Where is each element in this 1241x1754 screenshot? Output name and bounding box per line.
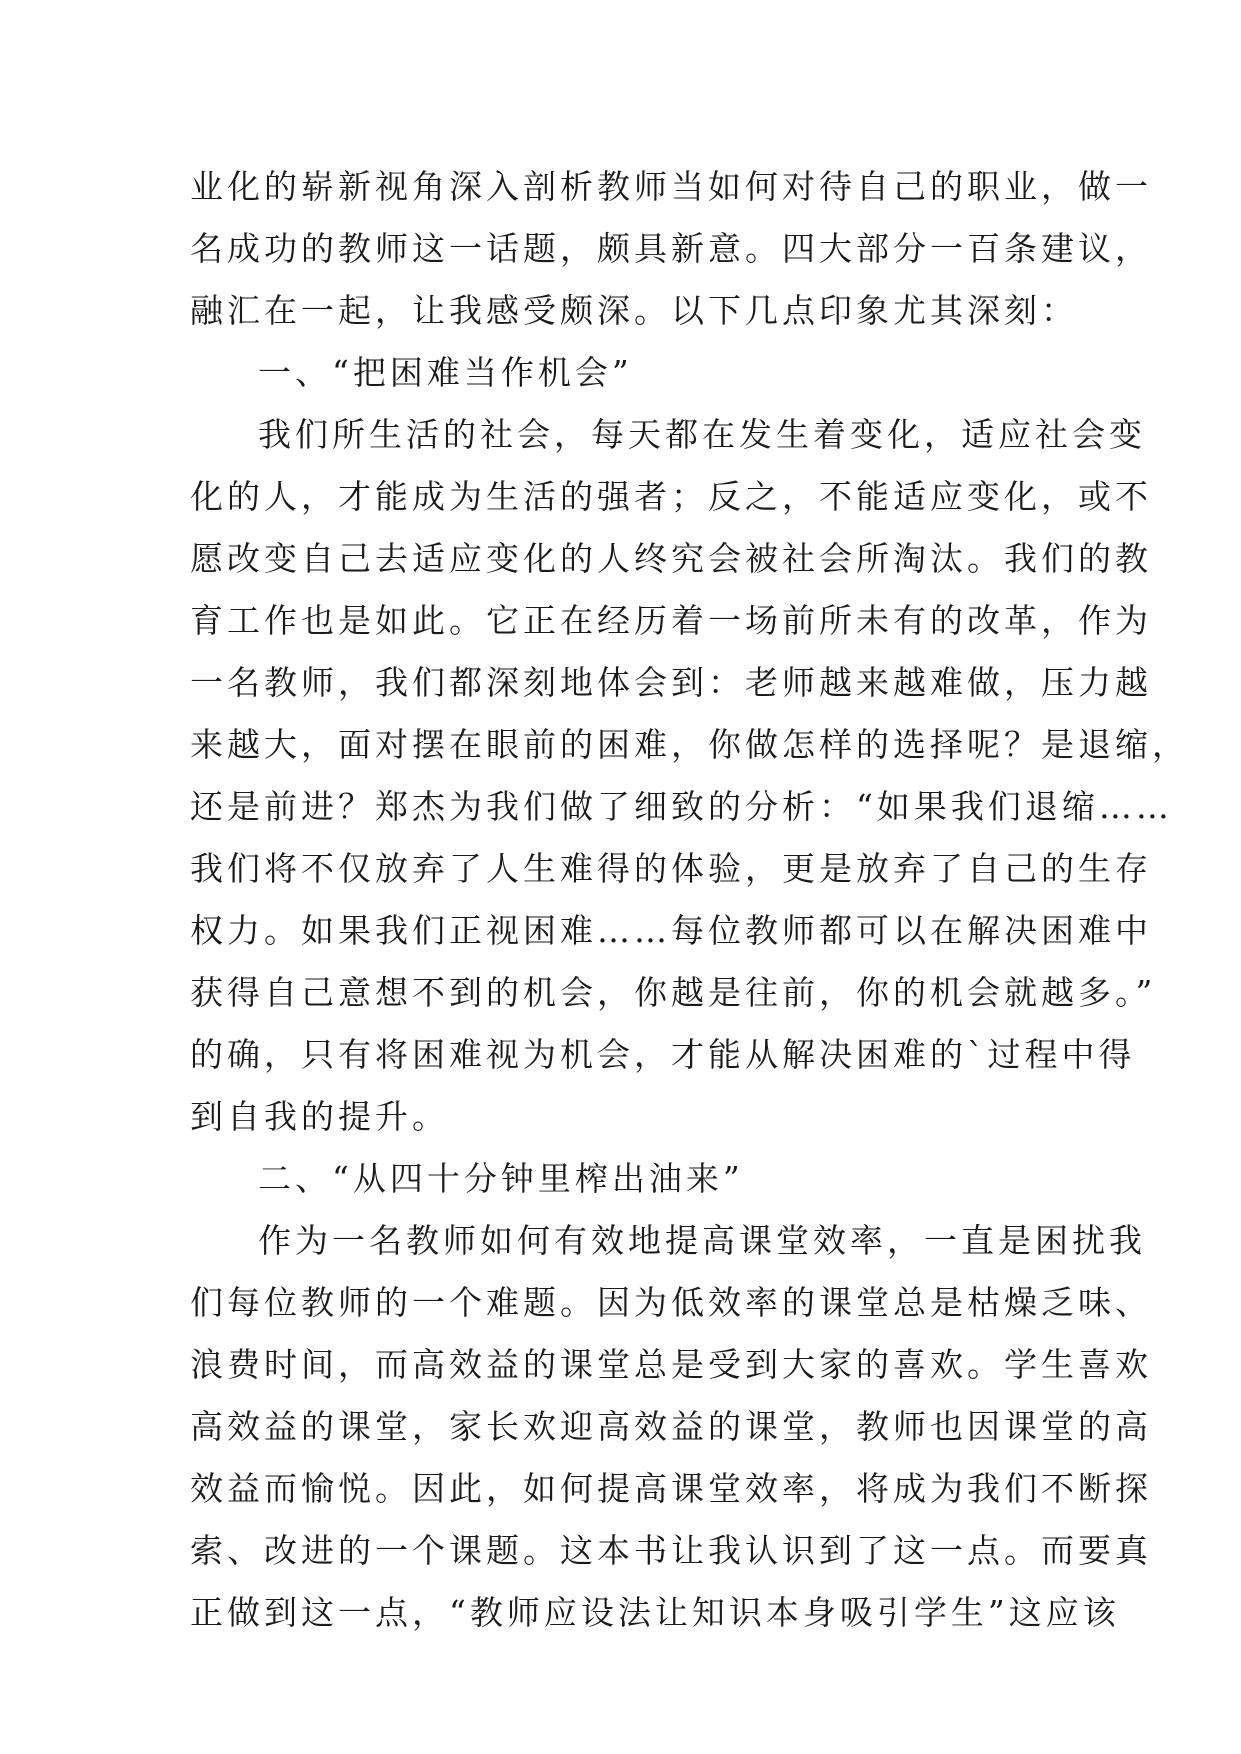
text-line: 名成功的教师这一话题，颇具新意。四大部分一百条建议， — [190, 229, 1152, 268]
text-line: 作为一名教师如何有效地提高课堂效率，一直是困扰我 — [258, 1221, 1146, 1260]
text-line: 高效益的课堂，家长欢迎高效益的课堂，教师也因课堂的高 — [190, 1407, 1152, 1446]
text-line: 获得自己意想不到的机会，你越是往前，你的机会就越多。” — [190, 973, 1157, 1012]
text-line: 愿改变自己去适应变化的人终究会被社会所淘汰。我们的教 — [190, 539, 1152, 578]
text-line: 一名教师，我们都深刻地体会到：老师越来越难做，压力越 — [190, 663, 1152, 702]
text-line: 育工作也是如此。它正在经历着一场前所未有的改革，作为 — [190, 601, 1152, 640]
text-line: 我们将不仅放弃了人生难得的体验，更是放弃了自己的生存 — [190, 849, 1152, 888]
text-line: 还是前进？郑杰为我们做了细致的分析：“如果我们退缩…… — [190, 787, 1173, 826]
section-heading-1: 一、“把困难当作机会” — [258, 353, 633, 392]
text-line: 的确，只有将困难视为机会，才能从解决困难的`过程中得 — [190, 1035, 1136, 1074]
text-line: 效益而愉悦。因此，如何提高课堂效率，将成为我们不断探 — [190, 1469, 1152, 1508]
text-line: 化的人，才能成为生活的强者；反之，不能适应变化，或不 — [190, 477, 1152, 516]
body-text — [190, 156, 1189, 1644]
text-line: 来越大，面对摆在眼前的困难，你做怎样的选择呢？是退缩， — [190, 725, 1189, 764]
text-line: 索、改进的一个课题。这本书让我认识到了这一点。而要真 — [190, 1531, 1152, 1570]
text-line: 正做到这一点，“教师应设法让知识本身吸引学生”这应该 — [190, 1593, 1120, 1632]
text-line: 浪费时间，而高效益的课堂总是受到大家的喜欢。学生喜欢 — [190, 1345, 1152, 1384]
text-line: 们每位教师的一个难题。因为低效率的课堂总是枯燥乏味、 — [190, 1283, 1152, 1322]
text-line: 权力。如果我们正视困难……每位教师都可以在解决困难中 — [190, 911, 1152, 950]
section-heading-2: 二、“从四十分钟里榨出油来” — [258, 1159, 744, 1198]
text-line: 融汇在一起，让我感受颇深。以下几点印象尤其深刻： — [190, 291, 1078, 330]
text-line: 我们所生活的社会，每天都在发生着变化，适应社会变 — [258, 415, 1146, 454]
text-line: 到自我的提升。 — [190, 1097, 449, 1136]
text-line: 业化的崭新视角深入剖析教师当如何对待自己的职业，做一 — [190, 167, 1152, 206]
